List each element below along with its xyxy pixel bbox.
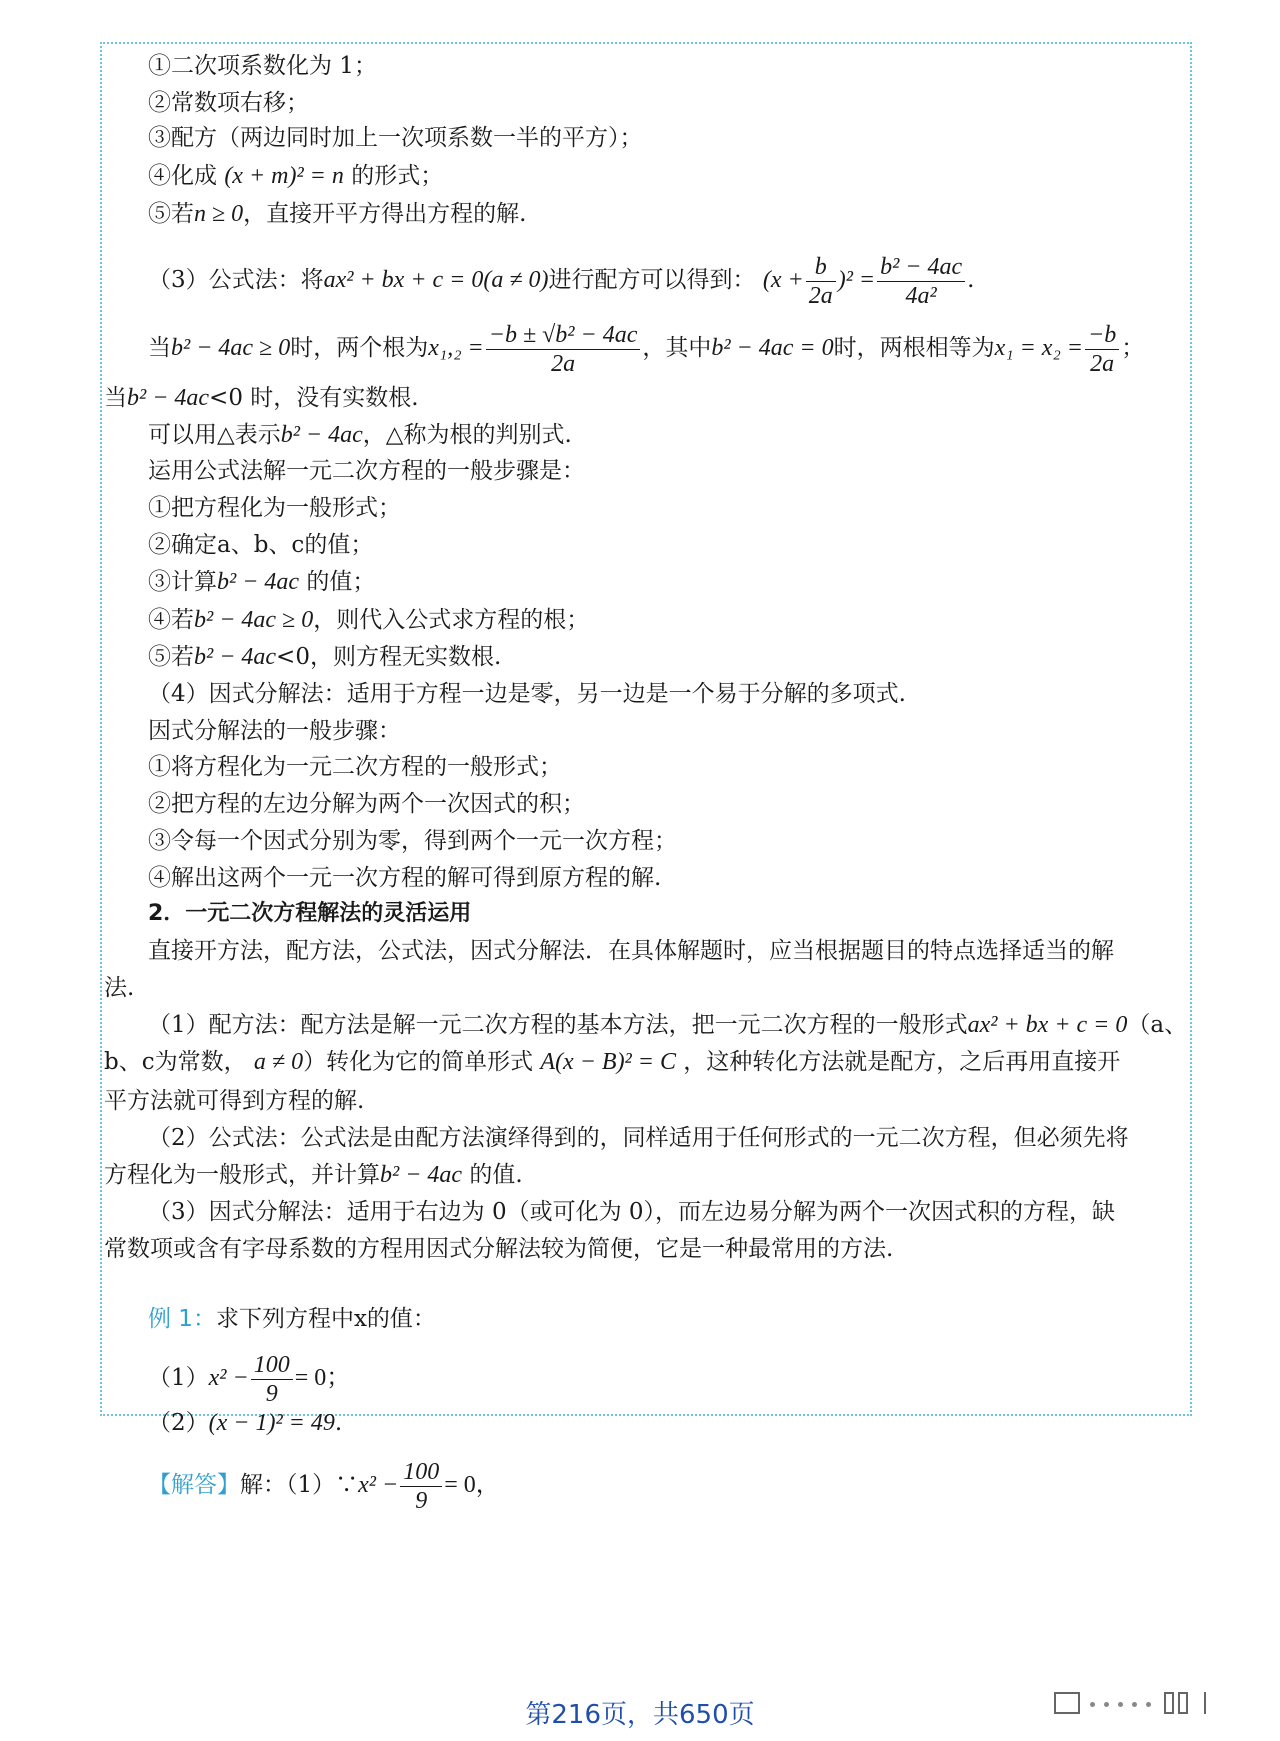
example-part-2: （2）(x − 1)² = 49. <box>148 1410 343 1436</box>
page-number: 第216页，共650页 <box>525 1700 755 1730</box>
step-line-2: ②常数项右移； <box>148 90 309 116</box>
section-heading: 2．一元二次方程解法的灵活运用 <box>148 901 472 926</box>
formula-step-2: ②确定a、b、c的值； <box>148 532 374 558</box>
factor-step-2: ②把方程的左边分解为两个一次因式的积； <box>148 791 585 817</box>
factor-use-line-1: （3）因式分解法：适用于右边为 0（或可化为 0），而左边易分解为两个一次因式积的方程，缺 <box>148 1199 1116 1225</box>
answer-fraction: $\frac{100}{9}$ <box>400 1458 442 1515</box>
example-label: 例 1： <box>148 1306 216 1332</box>
answer-line: 【解答】解：（1）∵x² − $\frac{100}{9}$ = 0， <box>148 1458 500 1514</box>
factor-step-4: ④解出这两个一元一次方程的解可得到原方程的解. <box>148 865 662 891</box>
completing-square-line-1: （1）配方法：配方法是解一元二次方程的基本方法，把一元二次方程的一般形式ax² + bx + c = 0（a、 <box>148 1012 1188 1038</box>
step-line-3: ③配方（两边同时加上一次项系数一半的平方）； <box>148 125 643 151</box>
formula-use-line-1: （2）公式法：公式法是由配方法演绎得到的，同样适用于任何形式的一元二次方程，但必须先将 <box>148 1125 1129 1151</box>
fraction-discriminant-over-4a2: $\frac{\text{b² − 4ac}}{\text{4a²}}$ <box>877 253 965 310</box>
factor-step-3: ③令每一个因式分别为零，得到两个一元一次方程； <box>148 828 677 854</box>
step-line-1: ①二次项系数化为 1； <box>148 53 377 79</box>
example-part-1: （1）x² − $\frac{100}{9}$ = 0； <box>148 1351 351 1407</box>
step-line-5: ⑤若n ≥ 0，直接开平方得出方程的解. <box>148 201 527 227</box>
formula-steps-title: 运用公式法解一元二次方程的一般步骤是： <box>148 458 585 484</box>
discriminant-line: 可以用△表示b² − 4ac，△称为根的判别式. <box>148 422 572 448</box>
flexible-use-line-1: 直接开方法，配方法，公式法，因式分解法．在具体解题时，应当根据题目的特点选择适当的解 <box>148 938 1114 964</box>
scroll-icon[interactable] <box>1204 1692 1222 1714</box>
equal-root-fraction: $\frac{-b}{2a}$ <box>1085 321 1119 378</box>
quadratic-formula-fraction: $\frac{\text{−b ± √b² − 4ac}}{2a}$ <box>486 321 641 378</box>
factor-use-line-2: 常数项或含有字母系数的方程用因式分解法较为简便，它是一种最常用的方法. <box>104 1236 894 1262</box>
formula-use-line-2: 方程化为一般形式，并计算b² − 4ac 的值. <box>104 1162 523 1188</box>
factor-step-1: ①将方程化为一元二次方程的一般形式； <box>148 754 562 780</box>
formula-step-1: ①把方程化为一般形式； <box>148 495 401 521</box>
single-page-icon[interactable] <box>1054 1692 1080 1714</box>
flexible-use-line-2: 法. <box>104 975 135 1001</box>
no-real-root-line: 当b² − 4ac<0 时，没有实数根. <box>104 385 419 411</box>
formula-step-3: ③计算b² − 4ac 的值； <box>148 569 376 595</box>
factor-steps-title: 因式分解法的一般步骤： <box>148 718 401 744</box>
roots-line: 当b² − 4ac ≥ 0时，两个根为x₁,₂ = $\frac{\text{−b ± √b² − 4ac}}{2a}$ ，其中b² − 4ac = 0时，两根相等为x₁ = x₂ = $\frac{-b}{2a}$ ； <box>148 321 1145 377</box>
factor-method-line: （4）因式分解法：适用于方程一边是零，另一边是一个易于分解的多项式. <box>148 681 906 707</box>
dual-page-icon-left[interactable] <box>1164 1692 1174 1714</box>
completing-square-line-3: 平方法就可得到方程的解. <box>104 1088 365 1114</box>
formula-method-line: （3）公式法：将ax² + bx + c = 0(a ≠ 0)进行配方可以得到： (x + $\frac{b}{2a}$ )² = $\frac{\text{b² − 4ac}}{\text{4a²}}$ . <box>148 253 975 309</box>
step-line-4: ④化成 (x + m)² = n 的形式； <box>148 163 444 189</box>
answer-label: 【解答】 <box>148 1472 240 1498</box>
formula-step-5: ⑤若b² − 4ac<0，则方程无实数根. <box>148 644 502 670</box>
fraction-b-over-2a: $\frac{b}{2a}$ <box>806 253 836 310</box>
formula-step-4: ④若b² − 4ac ≥ 0，则代入公式求方程的根； <box>148 607 590 633</box>
fraction-100-over-9: $\frac{100}{9}$ <box>251 1351 293 1408</box>
completing-square-line-2: b、c为常数， a ≠ 0）转化为它的简单形式 A(x − B)² = C ，这种转化方法就是配方，之后再用直接开 <box>104 1049 1121 1075</box>
viewer-controls[interactable] <box>1054 1688 1254 1718</box>
example-heading: 例 1：求下列方程中x的值： <box>148 1306 436 1332</box>
dual-page-icon-right[interactable] <box>1178 1692 1188 1714</box>
